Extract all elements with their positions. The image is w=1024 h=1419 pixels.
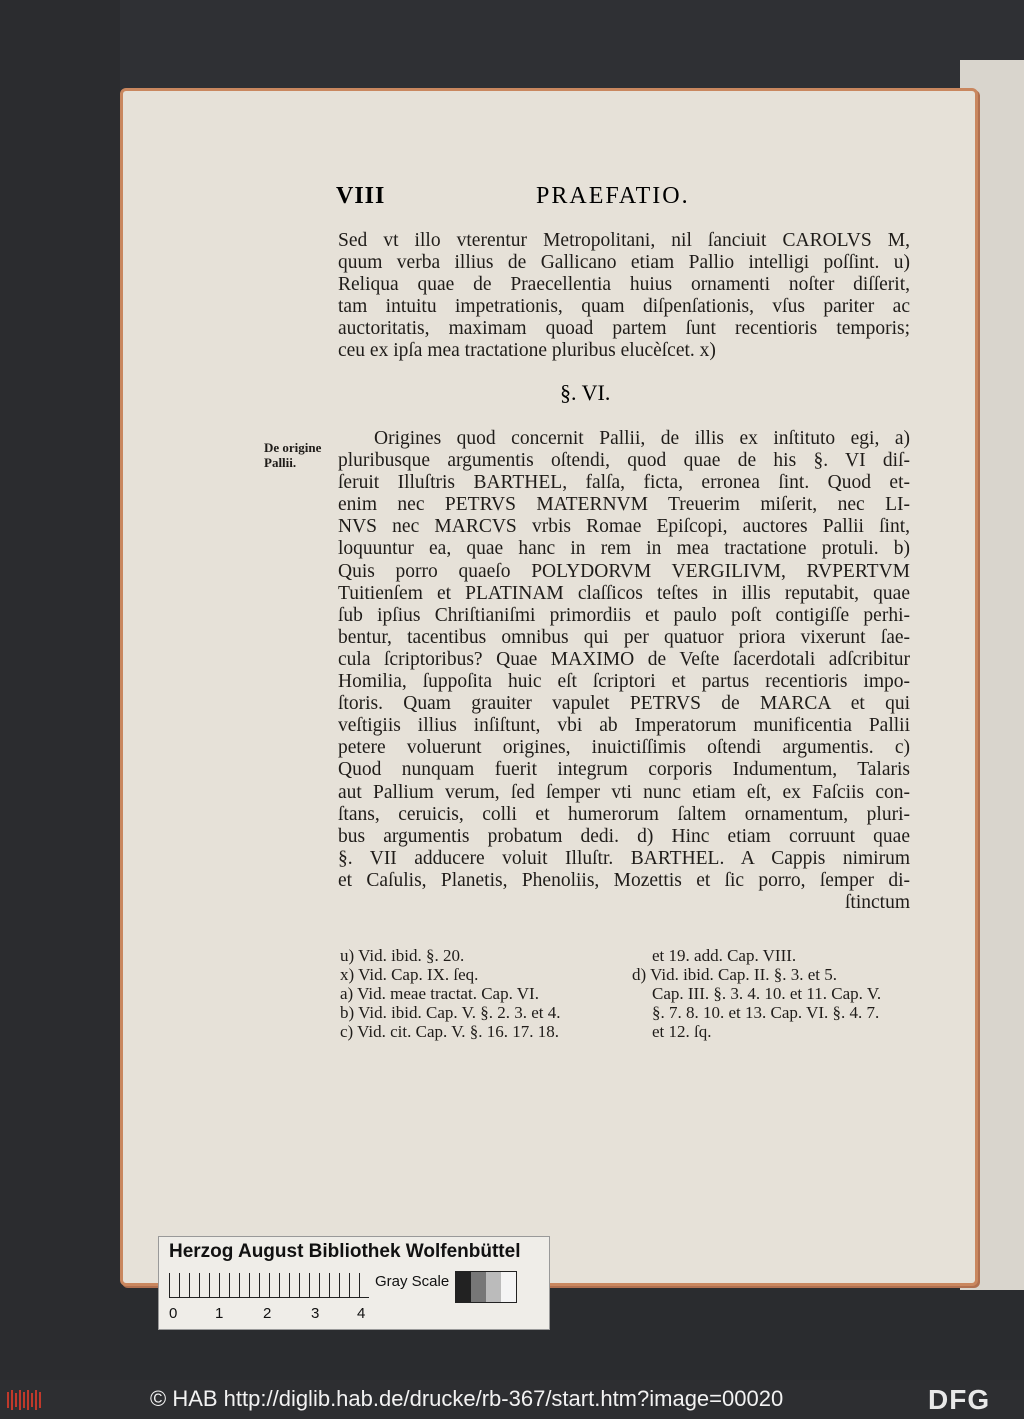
hab-logo-icon <box>6 1388 46 1412</box>
ruler-number: 0 <box>169 1305 178 1322</box>
footnotes-left <box>340 946 560 1041</box>
scanner-background-left <box>0 0 120 1380</box>
text-line: Quis porro quaeſo POLYDORVM VERGILIVM, RVPERTVM <box>338 560 910 582</box>
text-line: auctoritatis, maximam quoad partem ſunt recentioris temporis; <box>338 318 910 340</box>
footnote: Cap. III. §. 3. 4. 10. et 11. Cap. V. <box>652 984 882 1003</box>
text-line: NVS nec MARCVS vrbis Romae Epiſcopi, auctores Pallii ſint, <box>338 516 910 538</box>
text-line: ſtoris. Quam grauiter vapulet PETRVS de MARCA et qui <box>338 693 910 715</box>
text-line: Origines quod concernit Pallii, de illis ex inſtituto egi, a) <box>374 428 910 449</box>
text-line: petere voluerunt origines, inuictiſſimis oſtendi argumentis. c) <box>338 737 910 759</box>
scale-ruler <box>169 1273 369 1298</box>
text-line: loquuntur ea, quae hanc in rem in mea tractatione protuli. b) <box>338 538 910 560</box>
text-line: tam intuitu impetrationis, quam diſpenſationis, vſus pariter ac <box>338 296 910 318</box>
page-number: VIII <box>336 183 386 209</box>
paragraph-2 <box>338 428 910 914</box>
footnote: a) Vid. meae tractat. Cap. VI. <box>340 984 539 1003</box>
text-line: ſeruit Illuſtris BARTHEL, falſa, ficta, erronea ſint. Quod et- <box>338 472 910 494</box>
text-line: enim nec PETRVS MATERNVM Treuerim miſerit, nec LI- <box>338 494 910 516</box>
page-header <box>336 183 910 213</box>
gray-scale-swatches <box>455 1271 517 1303</box>
footnote: x) Vid. Cap. IX. ſeq. <box>340 965 479 984</box>
text-line: pluribusque argumentis oſtendi, quod quae de his §. VI diſ- <box>338 450 910 472</box>
text-line: veſtigiis illius inſiſtunt, vbi ab Imperatorum munificentia Pallii <box>338 715 910 737</box>
margin-note <box>264 440 321 470</box>
footnote: et 19. add. Cap. VIII. <box>652 946 797 965</box>
footnotes-right <box>632 946 881 1041</box>
footnote: b) Vid. ibid. Cap. V. §. 2. 3. et 4. <box>340 1003 561 1022</box>
text-line: Homilia, ſuppoſita huic eſt ſcriptori et partus recentioris impo- <box>338 671 910 693</box>
swatch-dark-gray <box>471 1272 486 1302</box>
footnote: §. 7. 8. 10. et 13. Cap. VI. §. 4. 7. <box>652 1003 880 1022</box>
margin-note-line: Pallii. <box>264 455 297 470</box>
library-color-target <box>158 1236 550 1330</box>
ruler-number: 3 <box>311 1305 320 1322</box>
text-line: Sed vt illo vterentur Metropolitani, nil ſanciuit CAROLVS M, <box>338 230 910 251</box>
text-line: bentur, tacentibus omnibus qui per quatuor priora vixerunt ſae- <box>338 626 910 648</box>
footnote: u) Vid. ibid. §. 20. <box>340 946 465 965</box>
text-line: quum verba illius de Gallicano etiam Pallio intelligi poſſint. u) <box>338 252 910 274</box>
running-title: PRAEFATIO. <box>536 183 690 209</box>
paragraph-1 <box>338 230 910 363</box>
footnote: et 12. ſq. <box>652 1022 712 1041</box>
swatch-light-gray <box>486 1272 501 1302</box>
text-line: cula ſcriptoribus? Quae MAXIMO de Veſte ſacerdotali adſcribitur <box>338 648 910 670</box>
viewer-footer <box>0 1380 1024 1419</box>
text-line: ſub ipſius Chriſtianiſmi primordiis et paulo poſt contigiſſe perhi- <box>338 604 910 626</box>
footnote: c) Vid. cit. Cap. V. §. 16. 17. 18. <box>340 1022 560 1041</box>
text-line: Quod nunquam fuerit integrum corporis Indumentum, Talaris <box>338 759 910 781</box>
catchword: ſtinctum <box>845 891 910 913</box>
text-line: bus argumentis probatum dedi. d) Hinc etiam corruunt quae <box>338 825 910 847</box>
text-line: ceu ex ipſa mea tractatione pluribus elucèſcet. x) <box>338 340 716 362</box>
ruler-number: 1 <box>215 1305 224 1322</box>
gray-scale-label: Gray Scale <box>375 1273 450 1290</box>
ruler-number: 2 <box>263 1305 272 1322</box>
text-line: §. VII adducere voluit Illuſtr. BARTHEL. A Cappis nimirum <box>338 847 910 869</box>
ruler-number: 4 <box>357 1305 366 1322</box>
margin-note-line: De origine <box>264 440 322 455</box>
source-url[interactable]: © HAB http://diglib.hab.de/drucke/rb-367/start.htm?image=00020 <box>150 1386 784 1411</box>
dfg-logo: DFG <box>928 1384 991 1415</box>
text-line: et Caſulis, Planetis, Phenoliis, Mozettis et ſic porro, ſemper di- <box>338 869 910 891</box>
text-line: ſtans, ceruicis, colli et humerorum ſaltem ornamentum, pluri- <box>338 803 910 825</box>
scanner-background <box>0 0 1024 100</box>
swatch-white <box>501 1272 516 1302</box>
text-line: Tuitienſem et PLATINAM claſſicos teſtes in illis reputabit, quae <box>338 582 910 604</box>
text-line: aut Pallium verum, ſed ſemper vti nunc etiam eſt, ex Faſciis con- <box>338 781 910 803</box>
text-line: Reliqua quae de Praecellentia huius ornamenti noſter diſſerit, <box>338 274 910 296</box>
library-name: Herzog August Bibliothek Wolfenbüttel <box>169 1241 521 1262</box>
footnote: d) Vid. ibid. Cap. II. §. 3. et 5. <box>632 965 838 984</box>
swatch-black <box>456 1272 471 1302</box>
section-heading: §. VI. <box>560 380 611 405</box>
